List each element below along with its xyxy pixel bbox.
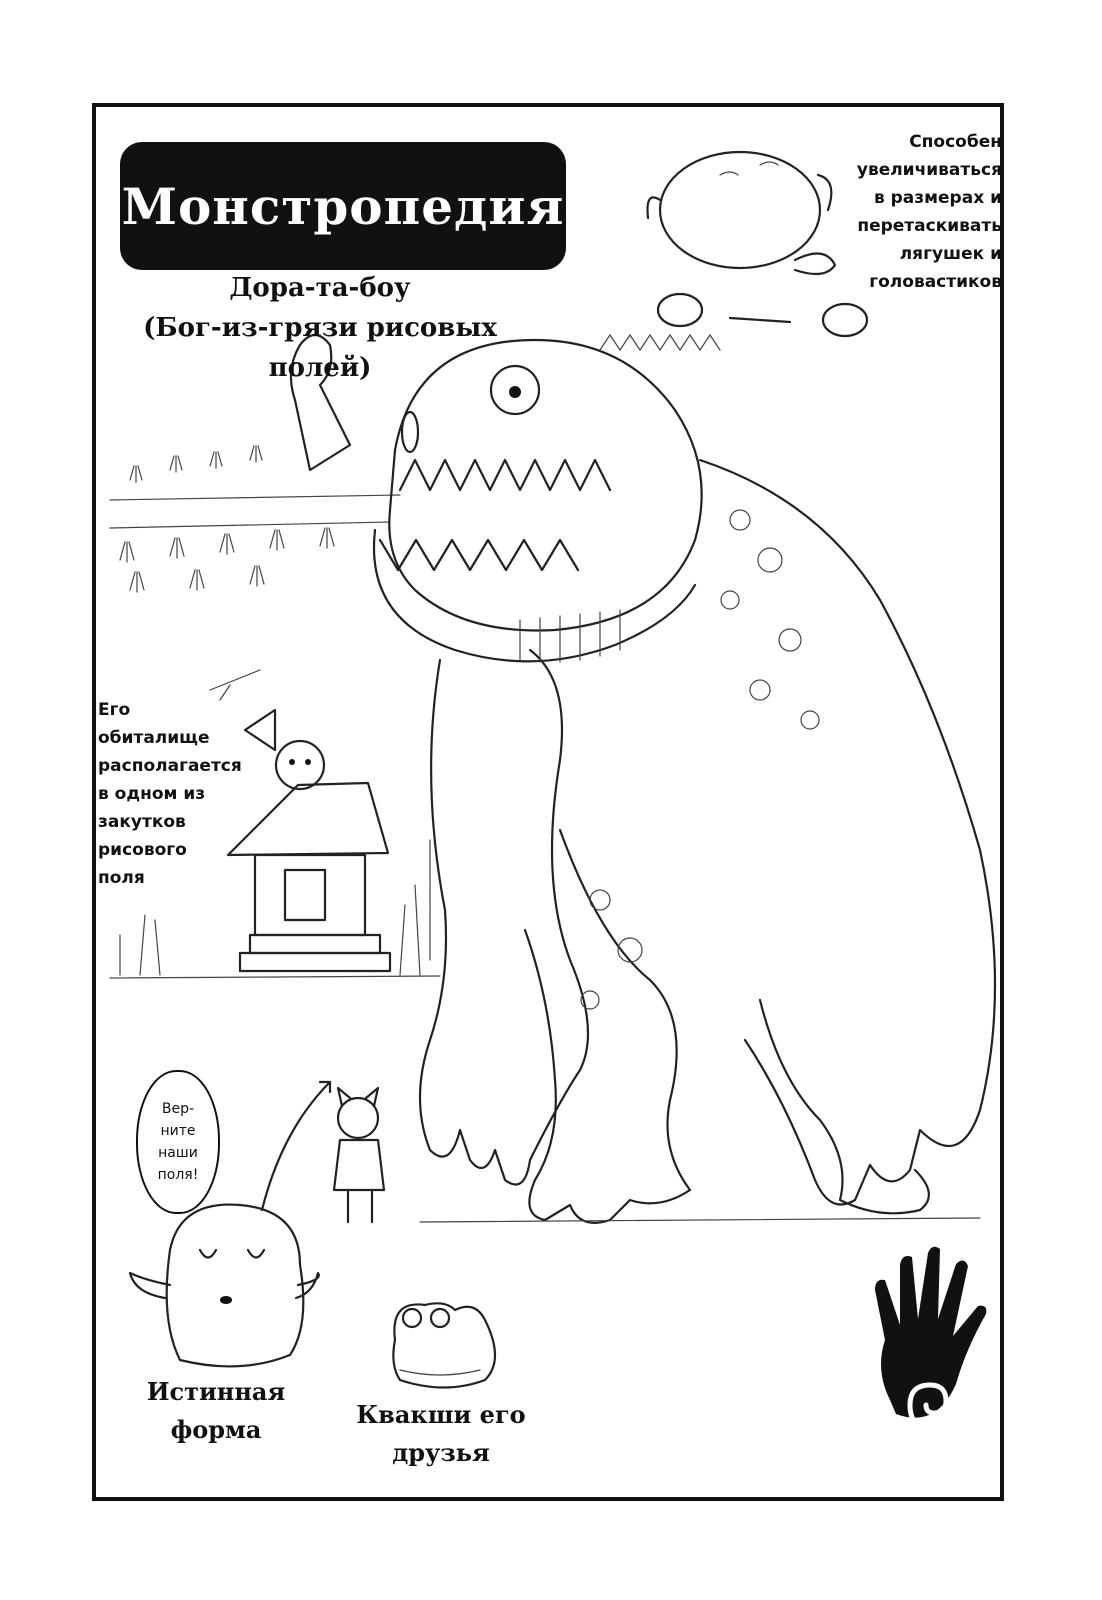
true-form-drawing: [130, 1205, 319, 1367]
caption-line: Истинная: [146, 1377, 286, 1406]
creature-heading: [100, 268, 540, 388]
bubble-line: ните: [160, 1123, 196, 1139]
title-banner: [120, 142, 566, 270]
ability-line: увеличиваться: [856, 160, 1002, 180]
ability-note: [857, 128, 1002, 296]
true-form-caption: [136, 1373, 296, 1449]
habitat-line: располагается: [98, 756, 242, 776]
habitat-line: поля: [98, 868, 145, 888]
ability-line: головастиков: [869, 272, 1002, 292]
habitat-line: обиталище: [98, 728, 210, 748]
creature-name: Дора-та-боу: [229, 273, 411, 303]
giant-monster-drawing: [374, 335, 995, 1223]
bubble-line: Вер-: [161, 1101, 195, 1117]
small-character-drawing: [262, 1082, 384, 1222]
caption-line: друзья: [392, 1438, 490, 1467]
habitat-line: Его: [98, 700, 131, 720]
ability-line: Способен: [909, 132, 1002, 152]
bubble-line: наши: [158, 1145, 198, 1161]
floating-creature-drawing: [648, 152, 868, 336]
page-title: Монстропедия: [121, 176, 565, 236]
speech-bubble: [136, 1070, 220, 1214]
ability-line: в размерах и: [873, 188, 1002, 208]
spiral-hand-icon: [875, 1247, 986, 1430]
habitat-note: [98, 696, 242, 892]
habitat-line: закутков: [98, 812, 186, 832]
caption-line: Квакши его: [356, 1400, 526, 1429]
frog-drawing: [393, 1303, 495, 1387]
frogs-caption: [356, 1396, 526, 1472]
bubble-line: поля!: [157, 1167, 199, 1183]
caption-line: форма: [170, 1415, 262, 1444]
habitat-line: в одном из: [98, 784, 206, 804]
creature-alias: (Бог-из-грязи рисовых полей): [143, 313, 497, 383]
habitat-line: рисового: [98, 840, 187, 860]
ability-line: лягушек и: [899, 244, 1002, 264]
ability-line: перетаскивать: [857, 216, 1002, 236]
